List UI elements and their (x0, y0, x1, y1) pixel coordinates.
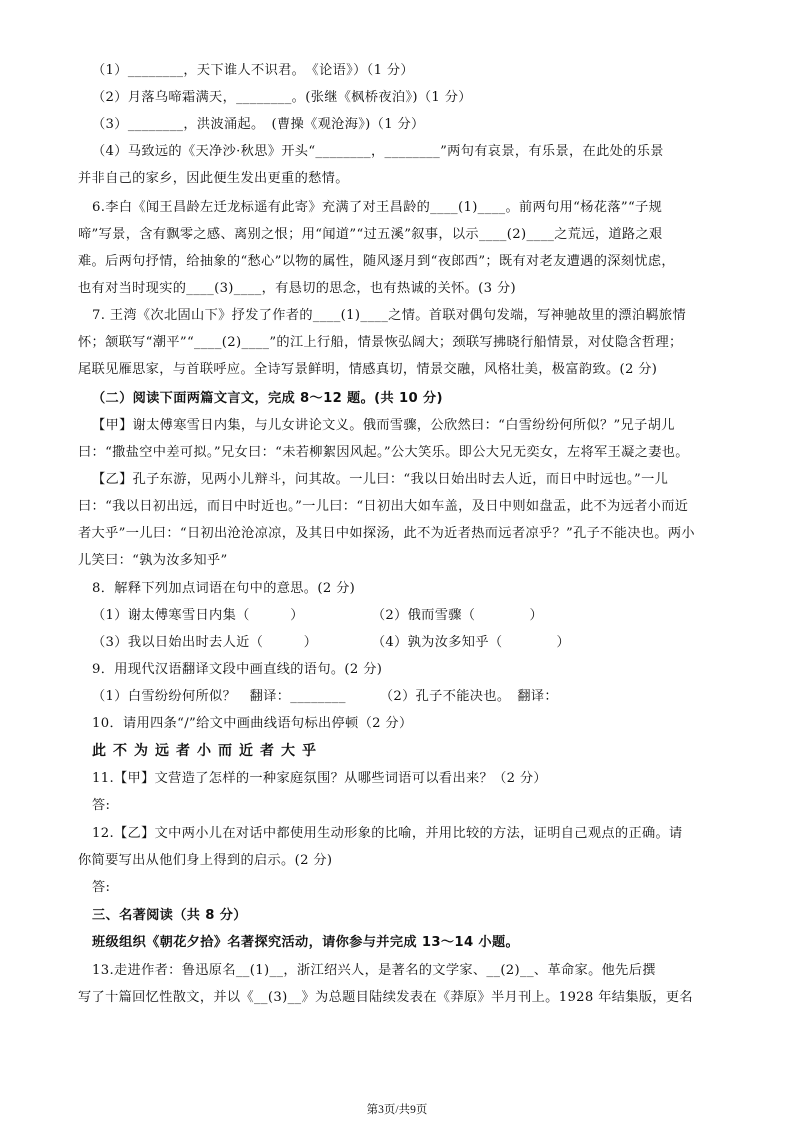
question-line: 并非自己的家乡，因此便生发出更重的愁情。 (78, 171, 349, 186)
question-line: （2）月落乌啼霜满天，________。(张继《枫桥夜泊》)（1 分） (92, 90, 472, 105)
question-line: 7. 王湾《次北固山下》抒发了作者的____(1)____之情。首联对偶句发端，写神驰故里的漂泊羁旅情 (92, 308, 686, 323)
question-line: 怀；颔联写“潮平”“____(2)____”的江上行船，情景恢弘阔大；颈联写拂晓行船情景，对仗隐含哲理； (78, 335, 683, 350)
question-line: 10．请用四条“/”给文中画曲线语句标出停顿（2 分） (92, 716, 413, 731)
section-intro: 班级组织《朝花夕拾》名著探究活动，请你参与并完成 13～14 小题。 (92, 935, 520, 950)
question-line: 6.李白《闻王昌龄左迁龙标遥有此寄》充满了对王昌龄的____(1)____。前两句用“杨花落”“子规 (92, 200, 663, 215)
question-line: 13.走进作者：鲁迅原名__(1)__，浙江绍兴人，是著名的文学家、__(2)__、革命家。他先后撰 (92, 963, 656, 978)
question-line: （1）谢太傅寒雪日内集（ ） （2）俄而雪骤（ ） (92, 608, 544, 623)
question-line: （1）________，天下谁人不识君。 《论语》）（1 分） (92, 63, 414, 78)
question-line: （1）白雪纷纷何所似？ 翻译：________ （2）孔子不能决也。 翻译： (92, 689, 558, 704)
question-line: 11.【甲】文营造了怎样的一种家庭氛围？从哪些词语可以看出来？（2 分） (92, 771, 547, 786)
passage-line: 儿笑曰：“孰为汝多知乎” (78, 553, 228, 568)
question-line: （3）我以日始出时去人近（ ） （4）孰为汝多知乎（ ） (92, 635, 571, 650)
question-line: 啼”写景，含有飘零之感、离别之恨；用“闻道”“过五溪”叙事，以示____(2)____之荒远，道路之艰 (78, 227, 663, 242)
question-line: 12.【乙】文中两小儿在对话中都使用生动形象的比喻，并用比较的方法，证明自己观点的正确。请 (92, 826, 683, 841)
question-line: 你简要写出从他们身上得到的启示。(2 分) (78, 853, 333, 868)
passage-line: 者大乎”一儿曰：“日初出沧沧凉凉，及其日中如探汤，此不为近者热而远者凉乎？”孔子不能决也。两小 (78, 526, 695, 541)
question-line: 难。后两句抒情，给抽象的“愁心”以物的属性，随风逐月到“夜郎西”；既有对老友遭遇的深刻忧虑， (78, 254, 675, 269)
pause-marking-sentence: 此不为远者小而近者大乎 (92, 743, 323, 759)
answer-label: 答: (92, 798, 111, 813)
section-heading-classical: （二）阅读下面两篇文言文，完成 8～12 题。(共 10 分) (92, 391, 443, 406)
question-line: 9．用现代汉语翻译文段中画直线的语句。(2 分) (92, 662, 383, 677)
question-line: （3）________，洪波涌起。 (曹操《观沧海》)（1 分） (92, 117, 425, 132)
answer-label: 答: (92, 880, 111, 895)
question-line: 写了十篇回忆性散文，并以《__(3)__》为总题目陆续发表在《莽原》半月刊上。1928 年结集版，更名 (78, 990, 693, 1005)
section-heading-classics: 三、名著阅读（共 8 分） (92, 908, 247, 923)
passage-line: 【甲】谢太傅寒雪日内集，与儿女讲论文义。俄而雪骤，公欣然曰：“白雪纷纷何所似？”兄子胡儿 (92, 418, 675, 433)
passage-line: 曰：“撒盐空中差可拟。”兄女曰：“未若柳絮因风起。”公大笑乐。即公大兄无奕女，左将军王凝之妻也。 (78, 445, 689, 460)
question-line: 尾联见雁思家，与首联呼应。全诗写景鲜明，情感真切，情景交融，风格壮美，极富韵致。(2 分) (78, 362, 658, 377)
page-number: 第3页/共9页 (366, 1104, 428, 1116)
passage-line: 曰：“我以日初出远，而日中时近也。”一儿曰：“日初出大如车盖，及日中则如盘盂，此不为远者小而近 (78, 499, 689, 514)
question-line: 8．解释下列加点词语在句中的意思。(2 分) (92, 581, 356, 596)
question-line: （4）马致远的《天净沙·秋思》开头“________，________”两句有哀景，有乐景，在此处的乐景 (92, 144, 664, 159)
question-line: 也有对当时现实的____(3)____，有恳切的思念，也有热诚的关怀。(3 分) (78, 281, 516, 296)
passage-line: 【乙】孔子东游，见两小儿辩斗，问其故。一儿曰：“我以日始出时去人近，而日中时远也。”一儿 (92, 472, 669, 487)
